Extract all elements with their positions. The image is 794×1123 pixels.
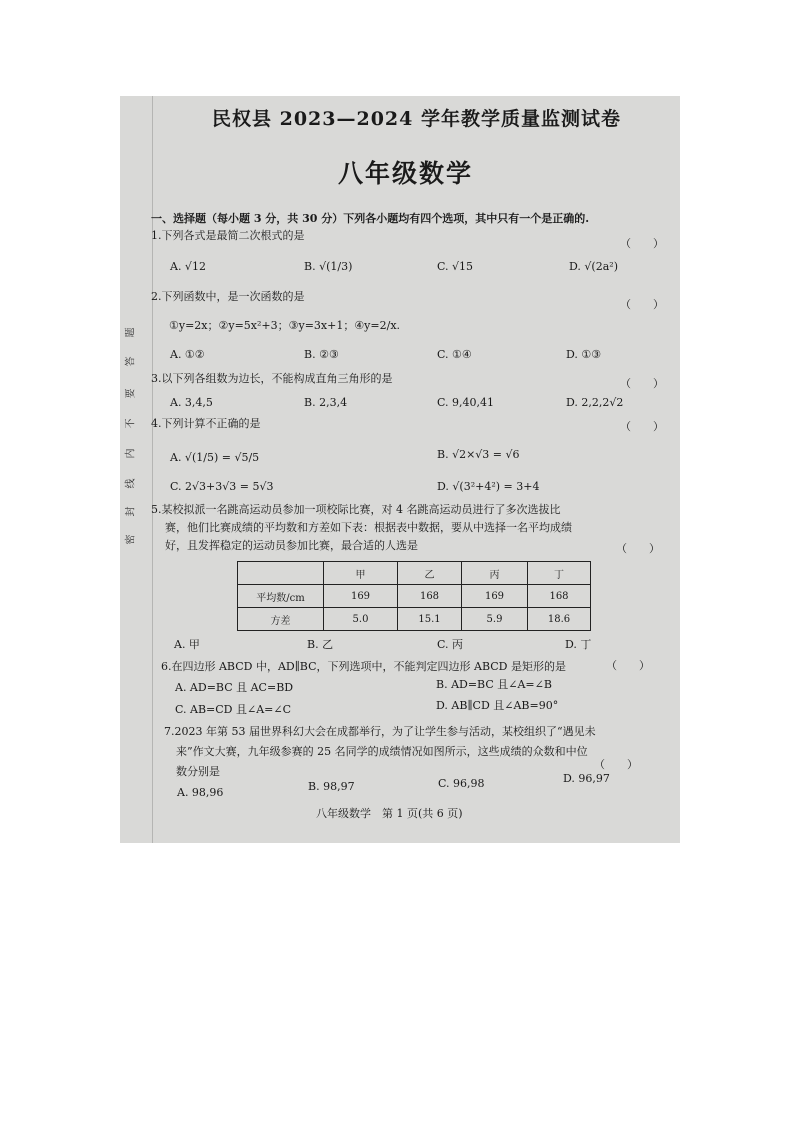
table-header-cell: 乙 xyxy=(398,562,462,585)
q2-option-a: A. ①② xyxy=(170,348,205,361)
table-cell: 169 xyxy=(324,585,398,608)
table-cell: 18.6 xyxy=(528,608,591,631)
section-label: 一、选择题（每小题 3 分，共 30 分） xyxy=(151,212,344,225)
q1-option-c: C. √15 xyxy=(437,260,474,273)
q3-option-b: B. 2,3,4 xyxy=(304,396,348,409)
q7-stem-line-3: 数分别是 xyxy=(176,765,220,778)
q1-stem: 1.下列各式是最简二次根式的是 xyxy=(151,229,305,242)
q2-option-b: B. ②③ xyxy=(304,348,339,361)
q7-stem-line-2: 来”作文大赛，九年级参赛的 25 名同学的成绩情况如图所示，这些成绩的众数和中位 xyxy=(176,745,588,758)
q7-option-a: A. 98,96 xyxy=(177,786,224,799)
q7-option-b: B. 98,97 xyxy=(308,780,355,793)
q5-stem-line-3: 好，且发挥稳定的运动员参加比赛，最合适的人选是 xyxy=(165,539,418,552)
margin-char: 不 xyxy=(125,418,137,429)
q3-option-d: D. 2,2,2√2 xyxy=(566,396,624,409)
q4-answer-paren: （ ） xyxy=(620,420,664,433)
q3-option-a: A. 3,4,5 xyxy=(170,396,213,409)
q7-option-d: D. 96,97 xyxy=(563,772,610,785)
margin-char: 线 xyxy=(125,478,137,489)
subject-title: 八年级数学 xyxy=(338,159,474,188)
q1-option-a: A. √12 xyxy=(170,260,206,273)
margin-char: 要 xyxy=(125,388,137,399)
table-row xyxy=(238,608,591,631)
q4-option-b: B. √2×√3 = √6 xyxy=(437,448,520,461)
q6-answer-paren: （ ） xyxy=(606,659,650,672)
table-header-row xyxy=(238,562,591,585)
section-instruction: 下列各小题均有四个选项，其中只有一个是正确的. xyxy=(343,212,590,225)
table-cell: 平均数/cm xyxy=(238,585,324,608)
binding-line xyxy=(152,96,153,843)
q4-stem: 4.下列计算不正确的是 xyxy=(151,417,261,430)
margin-char: 封 xyxy=(125,506,137,517)
q3-option-c: C. 9,40,41 xyxy=(437,396,495,409)
q6-option-a: A. AD=BC 且 AC=BD xyxy=(175,681,294,694)
table-row xyxy=(238,585,591,608)
table-header-cell: 丁 xyxy=(528,562,591,585)
table-header-cell: 丙 xyxy=(462,562,528,585)
q7-answer-paren: （ ） xyxy=(594,758,638,771)
q5-stats-table xyxy=(237,561,591,631)
section-heading xyxy=(151,212,589,226)
exam-sheet xyxy=(120,96,680,843)
q5-stem-line-1: 5.某校拟派一名跳高运动员参加一项校际比赛，对 4 名跳高运动员进行了多次选拔比 xyxy=(151,503,561,516)
q3-stem: 3.以下列各组数为边长，不能构成直角三角形的是 xyxy=(151,372,393,385)
q2-option-c: C. ①④ xyxy=(437,348,472,361)
table-cell: 169 xyxy=(462,585,528,608)
q5-option-b: B. 乙 xyxy=(307,638,334,651)
q5-answer-paren: （ ） xyxy=(616,542,660,555)
q7-stem-line-1: 7.2023 年第 53 届世界科幻大会在成都举行，为了让学生参与活动，某校组织了“遇见未 xyxy=(164,725,596,738)
q2-stem: 2.下列函数中，是一次函数的是 xyxy=(151,290,305,303)
q5-option-a: A. 甲 xyxy=(174,638,200,651)
q5-option-d: D. 丁 xyxy=(565,638,592,651)
q2-answer-paren: （ ） xyxy=(620,298,664,311)
q1-option-d: D. √(2a²) xyxy=(569,260,618,273)
q6-option-d: D. AB∥CD 且∠AB=90° xyxy=(436,699,559,712)
table-header-cell xyxy=(238,562,324,585)
table-cell: 15.1 xyxy=(398,608,462,631)
q7-option-c: C. 96,98 xyxy=(438,777,485,790)
margin-char: 内 xyxy=(125,448,137,459)
table-cell: 168 xyxy=(528,585,591,608)
table-header-cell: 甲 xyxy=(324,562,398,585)
table-cell: 168 xyxy=(398,585,462,608)
q2-option-d: D. ①③ xyxy=(566,348,602,361)
margin-char: 答 xyxy=(125,356,137,367)
exam-title: 民权县 2023—2024 学年教学质量监测试卷 xyxy=(212,108,621,130)
q6-option-b: B. AD=BC 且∠A=∠B xyxy=(436,678,552,691)
margin-char: 密 xyxy=(125,534,137,545)
q6-stem: 6.在四边形 ABCD 中，AD∥BC，下列选项中，不能判定四边形 ABCD 是矩形的是 xyxy=(161,660,566,673)
margin-char: 题 xyxy=(125,327,137,338)
q1-answer-paren: （ ） xyxy=(620,237,664,250)
q4-option-d: D. √(3²+4²) = 3+4 xyxy=(437,480,540,493)
q6-option-c: C. AB=CD 且∠A=∠C xyxy=(175,703,292,716)
table-cell: 5.0 xyxy=(324,608,398,631)
q4-option-a: A. √(1/5) = √5/5 xyxy=(170,451,260,464)
q2-function-list: ①y=2x；②y=5x²+3；③y=3x+1；④y=2/x. xyxy=(169,319,401,332)
table-cell: 方差 xyxy=(238,608,324,631)
q4-option-c: C. 2√3+3√3 = 5√3 xyxy=(170,480,274,493)
table-cell: 5.9 xyxy=(462,608,528,631)
q5-option-c: C. 丙 xyxy=(437,638,464,651)
q1-option-b: B. √(1/3) xyxy=(304,260,353,273)
q3-answer-paren: （ ） xyxy=(620,377,664,390)
page-footer: 八年级数学 第 1 页(共 6 页) xyxy=(316,807,463,820)
q5-stem-line-2: 赛，他们比赛成绩的平均数和方差如下表：根据表中数据，要从中选择一名平均成绩 xyxy=(165,521,572,534)
